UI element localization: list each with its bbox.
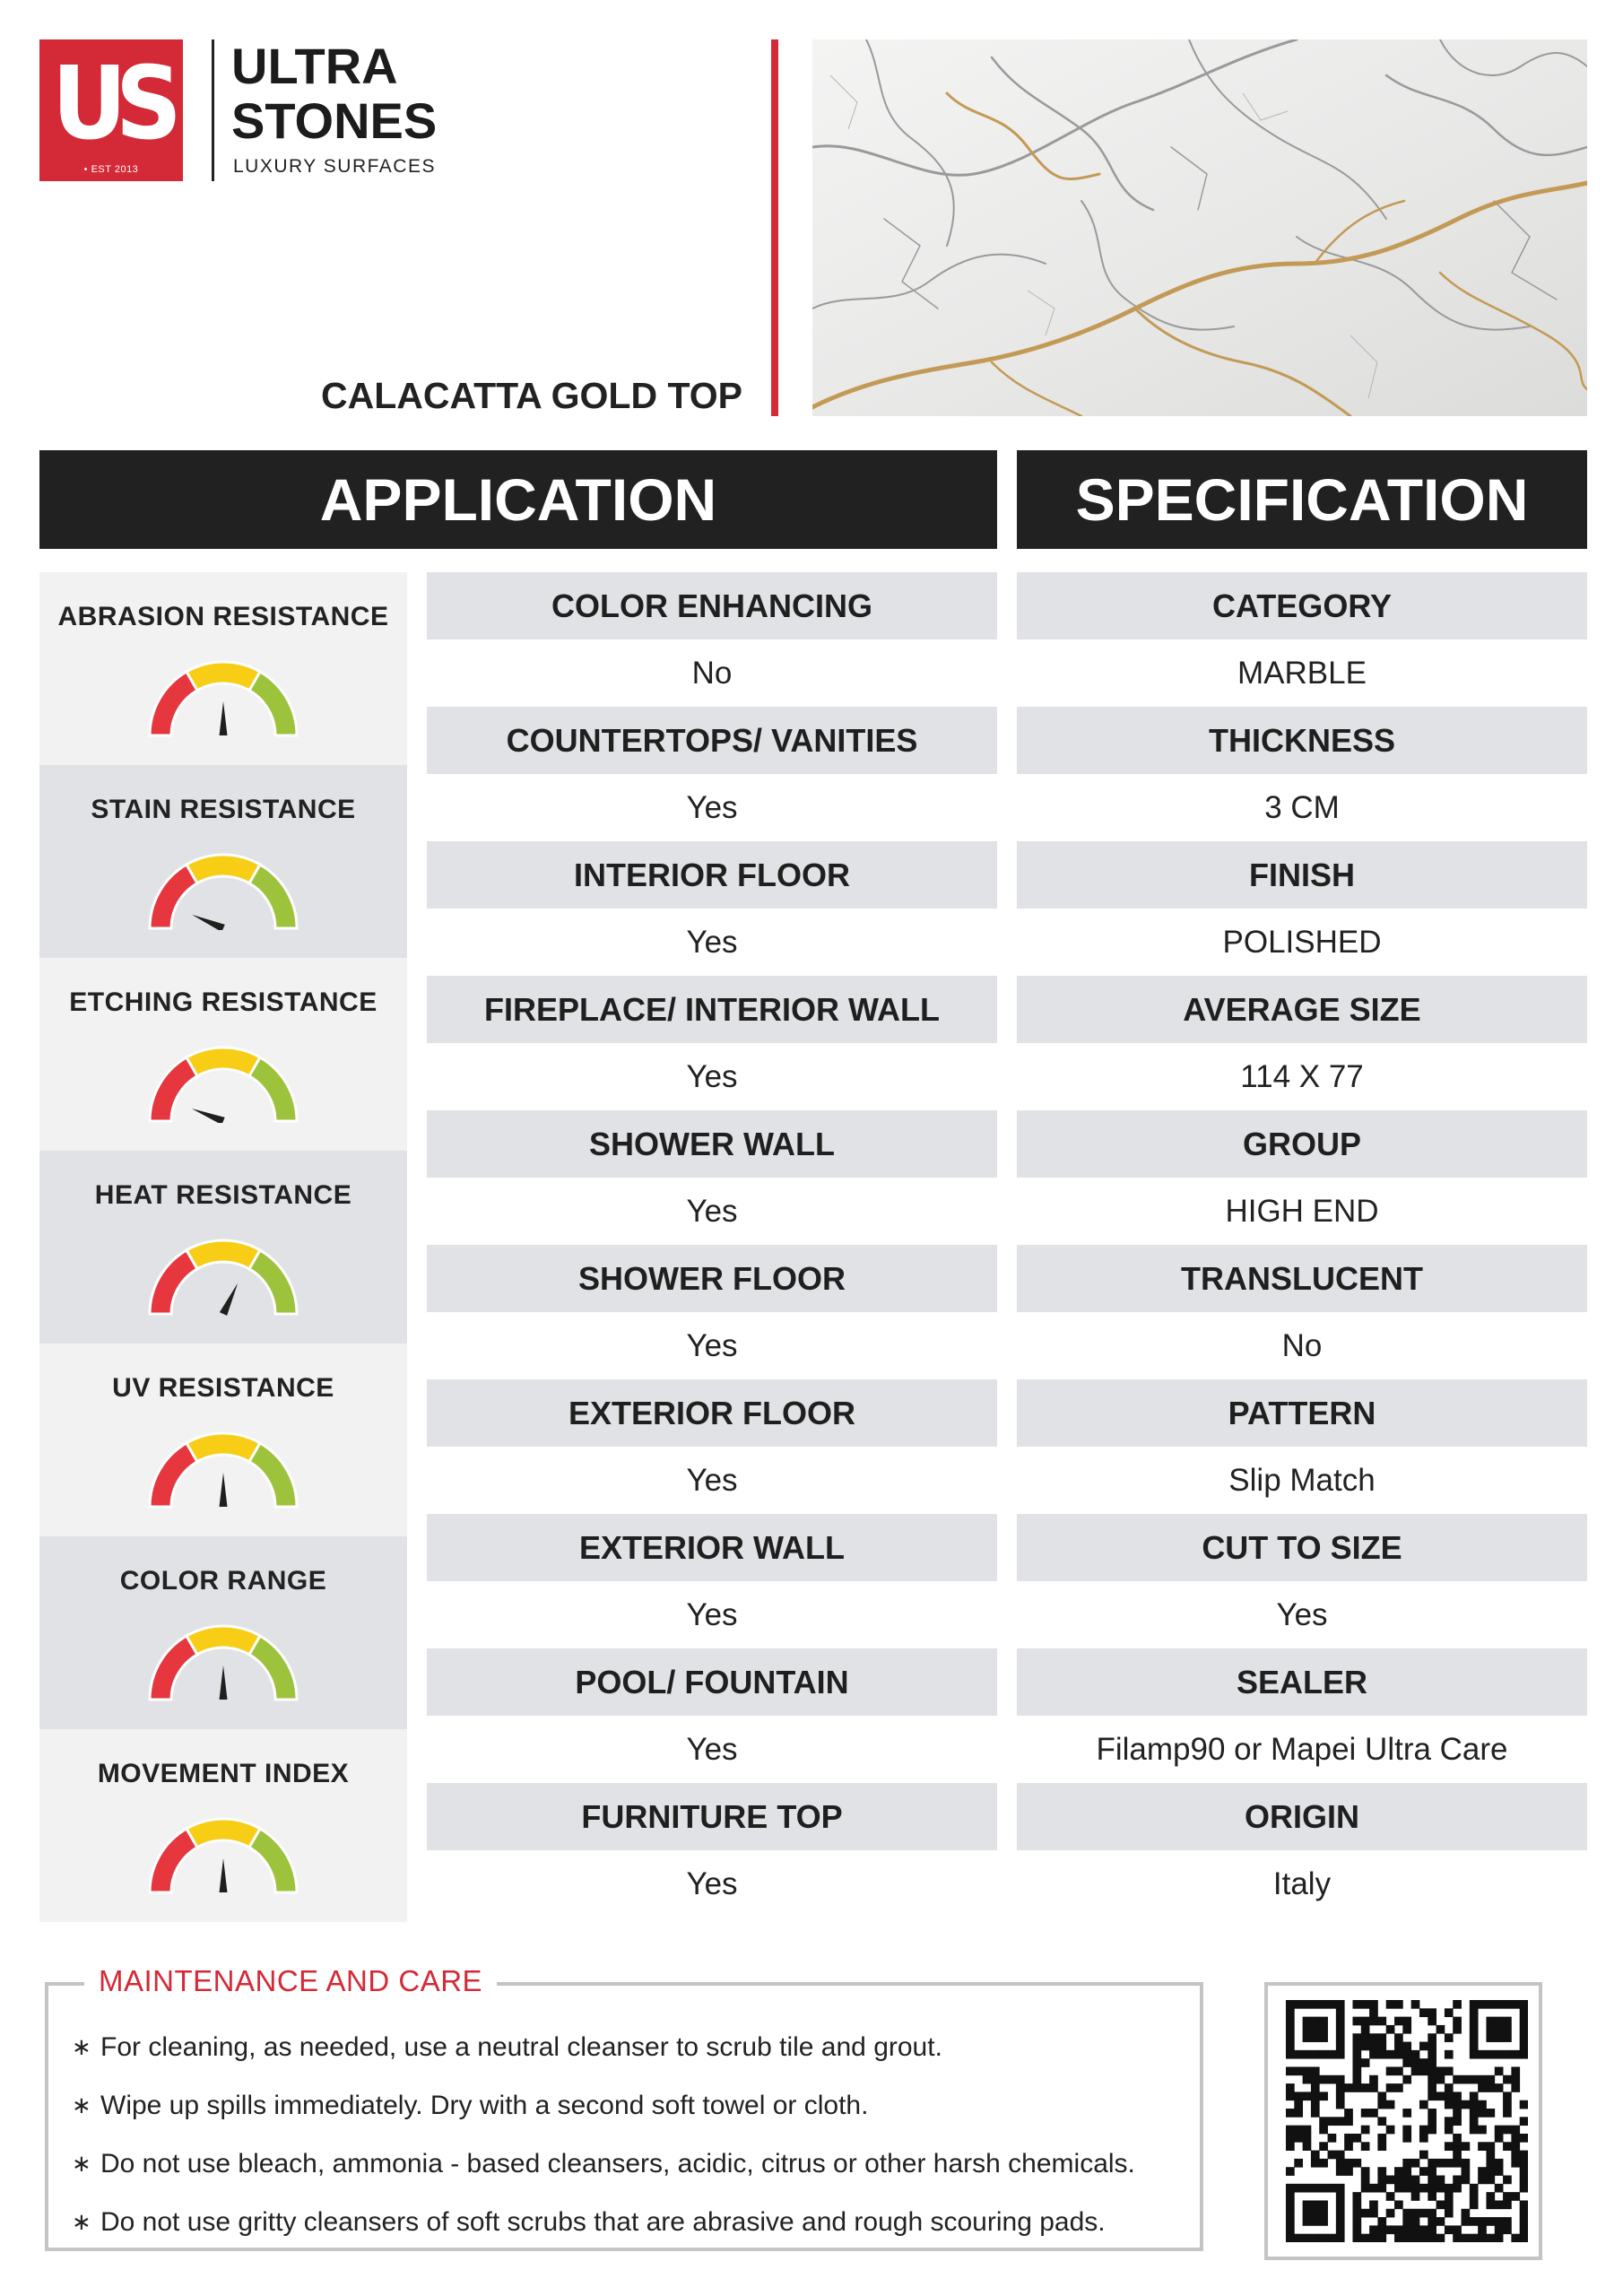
gauge-low-segment [150,1250,197,1314]
maintenance-item-text: Wipe up spills immediately. Dry with a second soft towel or cloth. [100,2090,869,2120]
asterisk-bullet-icon: ∗ [72,2150,91,2177]
gauge-needle [220,701,228,735]
application-label: SHOWER FLOOR [427,1245,997,1312]
specification-value: MARBLE [1237,655,1367,691]
accent-divider [771,39,778,416]
maintenance-box [45,1964,1203,2251]
brand-name-line2: STONES [231,92,438,149]
gauge-needle [220,1473,228,1507]
gauge-low-segment [150,1443,197,1507]
gauge-low-segment [150,1057,197,1121]
specification-table [1017,572,1587,1918]
specification-value: HIGH END [1225,1193,1379,1229]
specification-header: SPECIFICATION [1017,450,1587,549]
gauge-abrasion [39,572,407,765]
asterisk-bullet-icon: ∗ [72,2092,91,2118]
maintenance-item-text: Do not use gritty cleansers of soft scrubs that are abrasive and rough scouring pads. [100,2206,1106,2237]
gauge-label: ABRASION RESISTANCE [57,602,389,631]
gauge-needle [220,1283,238,1316]
application-value: Yes [686,1596,738,1632]
maintenance-item [72,2076,1135,2135]
gauge-label: STAIN RESISTANCE [91,795,356,824]
specification-label: SEALER [1017,1648,1587,1716]
gauge-high-segment [249,1636,297,1700]
gauge-meter-icon [147,853,299,930]
gauge-label: ETCHING RESISTANCE [69,987,378,1017]
specification-value: Filamp90 or Mapei Ultra Care [1096,1731,1508,1767]
specification-label: AVERAGE SIZE [1017,976,1587,1043]
marble-slab-image [812,39,1587,416]
specification-value: No [1281,1327,1323,1363]
specification-label: CUT TO SIZE [1017,1514,1587,1581]
maintenance-item [72,2193,1135,2251]
application-label: FURNITURE TOP [427,1783,997,1850]
gauge-uv [39,1344,407,1536]
gauge-mid-segment [187,855,260,883]
gauge-mid-segment [187,1048,260,1076]
application-value: Yes [686,789,738,825]
gauge-high-segment [249,1443,297,1507]
logo-est: • EST 2013 [83,164,139,175]
gauge-high-segment [249,1057,297,1121]
application-label: SHOWER WALL [427,1110,997,1178]
application-value: Yes [686,924,738,960]
maintenance-item-text: For cleaning, as needed, use a neutral cleanser to scrub tile and grout. [100,2031,942,2062]
maintenance-item [72,2018,1135,2076]
gauge-meter-icon [147,660,299,737]
application-value: Yes [686,1058,738,1094]
gauge-needle [192,915,225,930]
maintenance-list [72,2018,1135,2251]
asterisk-bullet-icon: ∗ [72,2033,91,2060]
gauge-meter-icon [147,1239,299,1316]
application-value: Yes [686,1462,738,1498]
gauge-mid-segment [187,1819,260,1848]
gauge-high-segment [249,1829,297,1892]
application-table [427,572,997,1918]
application-value: Yes [686,1866,738,1901]
specification-value: POLISHED [1222,924,1382,960]
product-title: CALACATTA GOLD TOP [321,375,742,416]
gauge-needle [192,1109,225,1123]
gauge-movement-index [39,1729,407,1922]
gauge-mid-segment [187,1240,260,1269]
qr-code[interactable] [1264,1982,1542,2260]
gauge-low-segment [150,865,197,928]
logo-divider [212,39,214,181]
gauge-label: COLOR RANGE [119,1566,327,1596]
specification-value: Yes [1276,1596,1328,1632]
specification-value: 114 X 77 [1240,1058,1364,1094]
gauge-heat [39,1151,407,1344]
gauge-label: HEAT RESISTANCE [94,1180,352,1210]
specification-label: PATTERN [1017,1379,1587,1447]
gauge-high-segment [249,865,297,928]
specification-value: Italy [1272,1866,1332,1901]
specification-label: FINISH [1017,841,1587,909]
application-value: Yes [686,1731,738,1767]
gauge-low-segment [150,1636,197,1700]
maintenance-item [72,2135,1135,2193]
application-label: INTERIOR FLOOR [427,841,997,909]
application-value: No [691,655,733,691]
gauge-meter-icon [147,1046,299,1123]
application-label: POOL/ FOUNTAIN [427,1648,997,1716]
gauge-label: MOVEMENT INDEX [97,1759,350,1788]
application-value: Yes [686,1193,738,1229]
application-label: FIREPLACE/ INTERIOR WALL [427,976,997,1043]
application-value: Yes [686,1327,738,1363]
brand-logo [39,39,183,181]
gauge-needle [220,1858,228,1892]
gauge-meter-icon [147,1624,299,1701]
qr-code-icon [1286,2000,1528,2242]
application-label: COLOR ENHANCING [427,572,997,639]
gauge-color-range [39,1536,407,1729]
specification-label: TRANSLUCENT [1017,1245,1587,1312]
gauge-high-segment [249,1250,297,1314]
gauge-low-segment [150,672,197,735]
gauge-stain [39,765,407,958]
maintenance-title: MAINTENANCE AND CARE [84,1964,497,1998]
brand-name-line1: ULTRA [231,38,398,94]
gauge-mid-segment [187,1626,260,1655]
specification-label: GROUP [1017,1110,1587,1178]
brand-tagline: LUXURY SURFACES [233,156,436,177]
specification-label: THICKNESS [1017,707,1587,774]
specification-value: Slip Match [1228,1462,1376,1498]
application-label: COUNTERTOPS/ VANITIES [427,707,997,774]
gauge-needle [220,1665,228,1700]
gauge-meter-icon [147,1431,299,1509]
specification-label: CATEGORY [1017,572,1587,639]
application-label: EXTERIOR WALL [427,1514,997,1581]
gauge-etching [39,958,407,1151]
gauge-meter-icon [147,1817,299,1894]
specification-value: 3 CM [1264,789,1340,825]
asterisk-bullet-icon: ∗ [72,2208,91,2235]
gauge-high-segment [249,672,297,735]
logo-monogram: US [51,46,171,162]
gauge-label: UV RESISTANCE [112,1373,334,1403]
gauge-mid-segment [187,662,260,691]
specification-label: ORIGIN [1017,1783,1587,1850]
maintenance-item-text: Do not use bleach, ammonia - based cleansers, acidic, citrus or other harsh chemicals. [100,2148,1135,2179]
gauge-mid-segment [187,1433,260,1462]
application-header: APPLICATION [39,450,997,549]
resistance-gauges [39,572,407,1922]
application-label: EXTERIOR FLOOR [427,1379,997,1447]
gauge-low-segment [150,1829,197,1892]
